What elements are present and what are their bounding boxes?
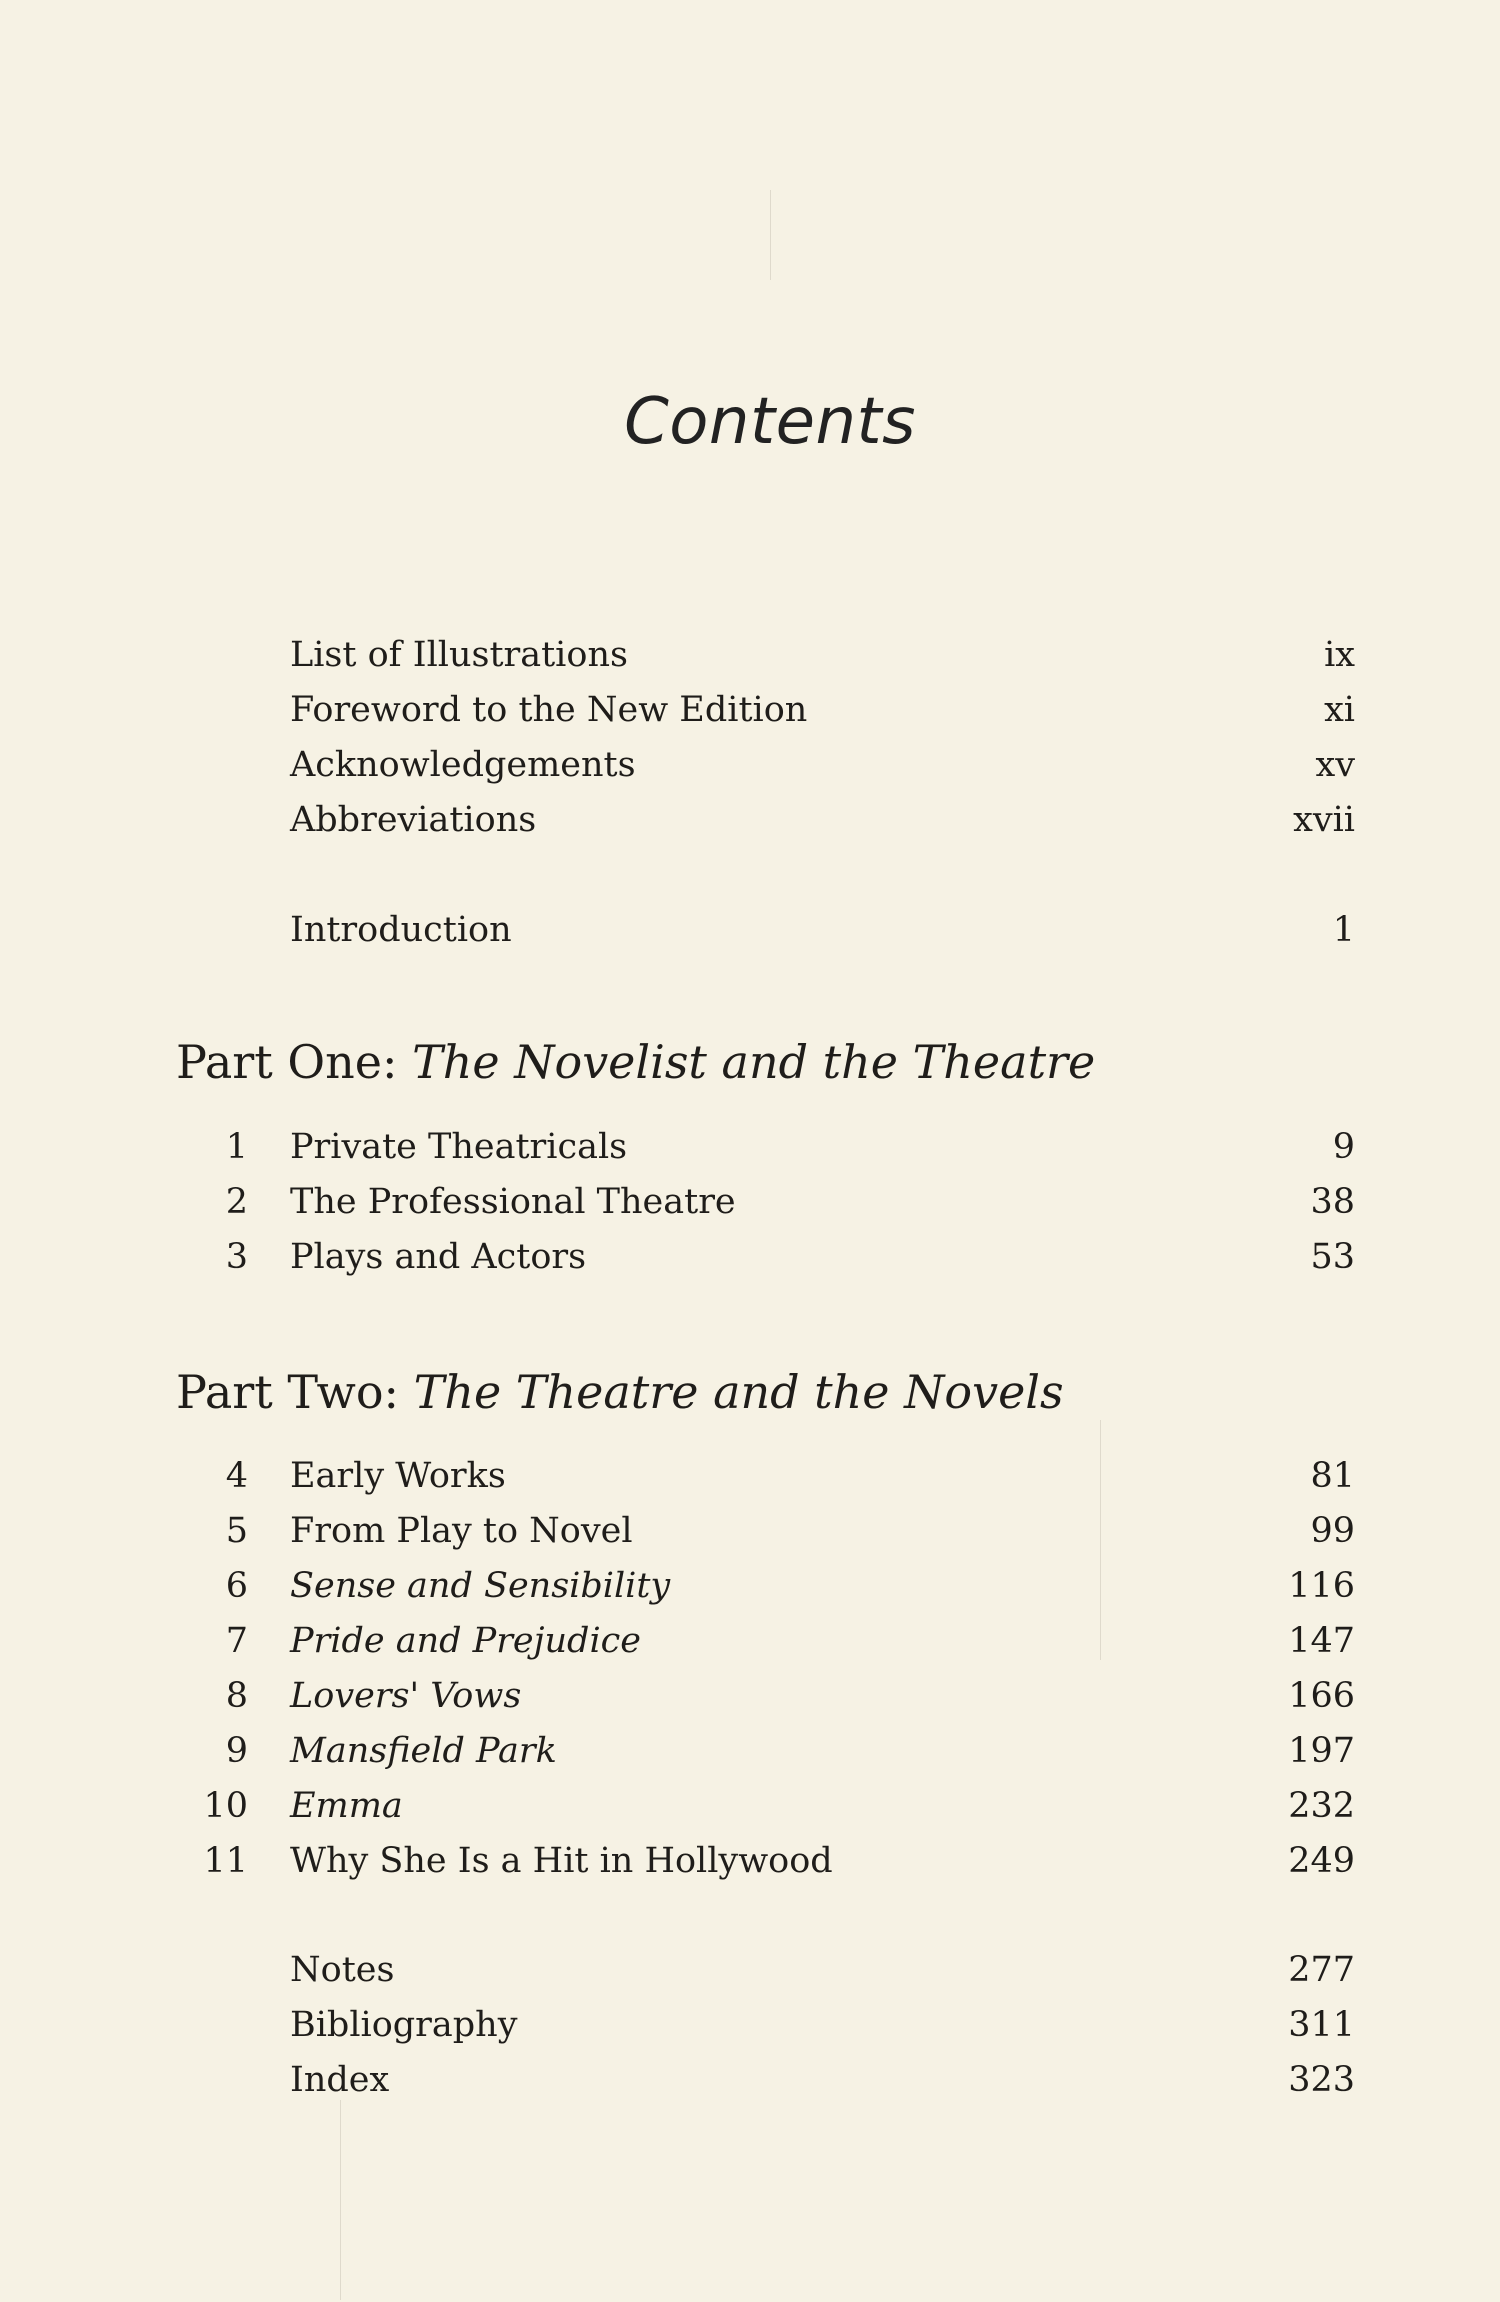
chapter-number: 10 — [203, 1786, 248, 1826]
toc-entry-page: xvii — [1293, 800, 1355, 840]
toc-entry-label: Introduction — [290, 910, 512, 950]
chapter-number: 1 — [225, 1127, 248, 1167]
chapter-number: 6 — [225, 1566, 248, 1606]
chapter-number: 8 — [225, 1676, 248, 1716]
chapter-number: 2 — [225, 1182, 248, 1222]
toc-entry-label: Index — [290, 2060, 390, 2100]
chapter-page: 99 — [1310, 1511, 1355, 1551]
toc-chapter-11 — [0, 1834, 1500, 1888]
toc-entry-page: 311 — [1288, 2005, 1355, 2045]
chapter-number: 3 — [225, 1237, 248, 1277]
toc-chapter-8 — [0, 1669, 1500, 1723]
chapter-title: The Professional Theatre — [290, 1182, 736, 1222]
toc-entry-label: List of Illustrations — [290, 635, 628, 675]
toc-entry-introduction — [0, 903, 1500, 957]
toc-entry-page: 323 — [1288, 2060, 1355, 2100]
chapter-title: Why She Is a Hit in Hollywood — [290, 1841, 833, 1881]
paper-mark — [770, 190, 771, 280]
toc-entry-notes — [0, 1943, 1500, 1997]
chapter-title: Plays and Actors — [290, 1237, 587, 1277]
toc-entry-page: xv — [1315, 745, 1355, 785]
toc-chapter-3 — [0, 1230, 1500, 1284]
toc-chapter-9 — [0, 1724, 1500, 1778]
chapter-number: 7 — [225, 1621, 248, 1661]
chapter-page: 116 — [1288, 1566, 1355, 1606]
chapter-page: 232 — [1288, 1786, 1355, 1826]
toc-chapter-10 — [0, 1779, 1500, 1833]
toc-entry-label: Acknowledgements — [290, 745, 636, 785]
toc-chapter-1 — [0, 1120, 1500, 1174]
toc-chapter-4 — [0, 1449, 1500, 1503]
toc-entry-list-of-illustrations — [0, 628, 1500, 682]
chapter-title: Lovers' Vows — [290, 1676, 522, 1716]
chapter-page: 38 — [1310, 1182, 1355, 1222]
chapter-number: 4 — [225, 1456, 248, 1496]
toc-entry-label: Abbreviations — [290, 800, 537, 840]
toc-entry-label: Bibliography — [290, 2005, 518, 2045]
chapter-page: 9 — [1332, 1127, 1355, 1167]
toc-chapter-2 — [0, 1175, 1500, 1229]
part-two-title: The Theatre and the Novels — [413, 1365, 1064, 1419]
toc-entry-page: 1 — [1332, 910, 1355, 950]
toc-chapter-6 — [0, 1559, 1500, 1613]
part-two-heading — [176, 1362, 1064, 1422]
chapter-number: 5 — [225, 1511, 248, 1551]
chapter-title: Pride and Prejudice — [290, 1621, 641, 1661]
part-one-prefix: Part One: — [176, 1035, 413, 1089]
page-title: Contents — [624, 385, 916, 459]
chapter-page: 147 — [1288, 1621, 1355, 1661]
chapter-title: Sense and Sensibility — [290, 1566, 671, 1606]
chapter-number: 9 — [225, 1731, 248, 1771]
toc-entry-label: Notes — [290, 1950, 395, 1990]
toc-entry-abbreviations — [0, 793, 1500, 847]
part-one-heading — [176, 1032, 1095, 1092]
part-two-prefix: Part Two: — [176, 1365, 414, 1419]
chapter-title: Early Works — [290, 1456, 506, 1496]
toc-chapter-5 — [0, 1504, 1500, 1558]
chapter-page: 53 — [1310, 1237, 1355, 1277]
toc-entry-page: xi — [1324, 690, 1355, 730]
chapter-page: 249 — [1288, 1841, 1355, 1881]
toc-entry-acknowledgements — [0, 738, 1500, 792]
chapter-page: 81 — [1310, 1456, 1355, 1496]
toc-entry-bibliography — [0, 1998, 1500, 2052]
chapter-title: Private Theatricals — [290, 1127, 628, 1167]
part-one-title: The Novelist and the Theatre — [412, 1035, 1096, 1089]
toc-entry-foreword — [0, 683, 1500, 737]
toc-chapter-7 — [0, 1614, 1500, 1668]
toc-entry-label: Foreword to the New Edition — [290, 690, 808, 730]
chapter-title: Emma — [290, 1786, 403, 1826]
toc-entry-index — [0, 2053, 1500, 2107]
chapter-page: 166 — [1288, 1676, 1355, 1716]
chapter-number: 11 — [203, 1841, 248, 1881]
toc-entry-page: 277 — [1288, 1950, 1355, 1990]
toc-entry-page: ix — [1324, 635, 1355, 675]
paper-mark — [340, 2100, 341, 2300]
chapter-title: From Play to Novel — [290, 1511, 633, 1551]
chapter-page: 197 — [1288, 1731, 1355, 1771]
chapter-title: Mansfield Park — [290, 1731, 557, 1771]
